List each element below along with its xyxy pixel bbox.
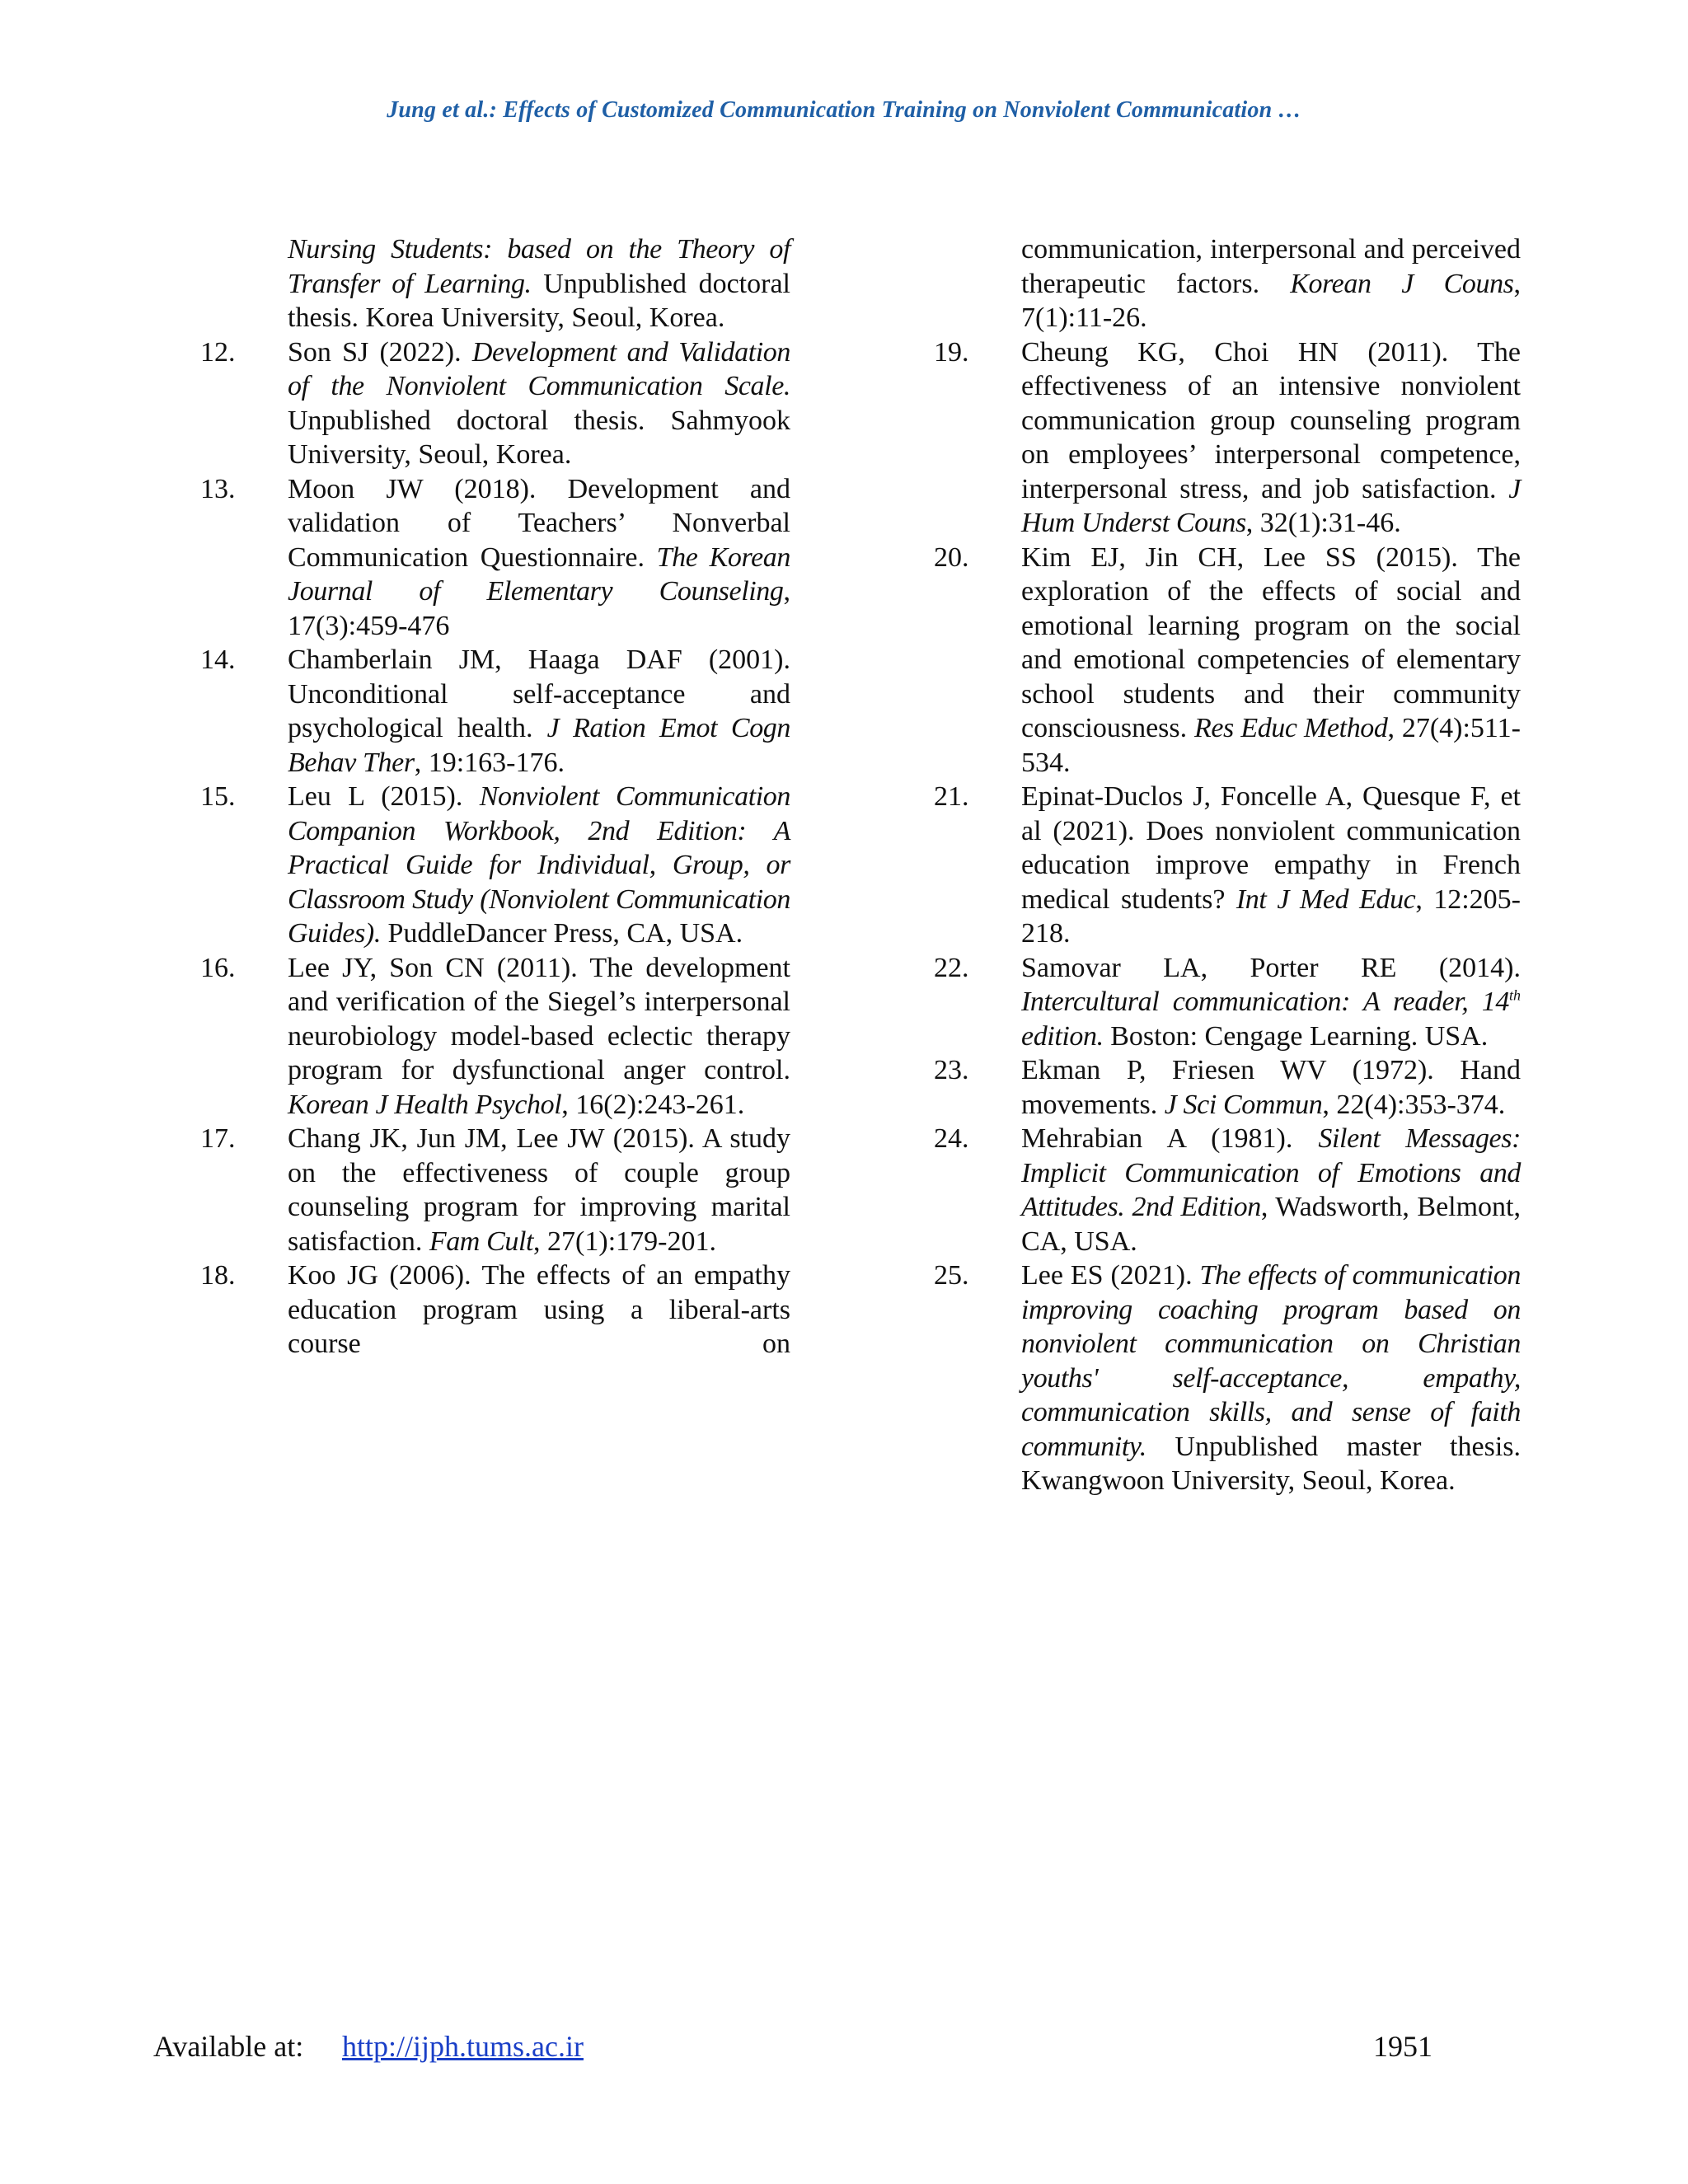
reference-number: 22.: [934, 952, 969, 983]
reference-details: , 16(2):243-261.: [561, 1089, 745, 1120]
reference-continuation: [934, 232, 1521, 335]
reference-title: Intercultural communication: A reader, 14: [1021, 987, 1509, 1017]
reference-title: The effects of communication improving coaching program based on nonviolent communication on Christian youths' self-acceptance, empathy, communication skills, and sense of faith community.: [1021, 1260, 1521, 1462]
references-right-column: [934, 232, 1521, 1498]
reference-number: 16.: [200, 952, 236, 983]
reference-journal: Korean J Health Psychol: [288, 1089, 562, 1120]
reference-title: Nonviolent Communication Companion Workbook, 2nd Edition: A Practical Guide for Individual, Group, or Classroom Study (Nonviolent Communication Guides).: [288, 781, 790, 949]
reference-details: Unpublished master thesis. Kwangwoon University, Seoul, Korea.: [1021, 1431, 1521, 1496]
reference-journal: Fam Cult: [429, 1226, 534, 1257]
reference-journal: J Ration Emot Cogn Behav Ther: [288, 713, 791, 778]
reference-details: , 12:205-218.: [1021, 883, 1521, 949]
reference-details: , Wadsworth, Belmont, CA, USA.: [1021, 1192, 1521, 1257]
reference-journal: J Hum Underst Couns: [1021, 473, 1521, 538]
reference-number: 13.: [200, 473, 236, 504]
reference-details: , 17(3):459-476: [288, 576, 790, 641]
reference-authors: Kim EJ, Jin CH, Lee SS (2015). The exploration of the effects of social and emotional learning program on the social and emotional competencies of elementary school students and their community consciousness.: [1021, 541, 1521, 743]
reference-details: PuddleDancer Press, CA, USA.: [380, 918, 743, 949]
reference-item: [200, 643, 790, 780]
reference-number: 25.: [934, 1260, 969, 1291]
reference-item: [200, 780, 790, 951]
reference-details: communication, interpersonal and perceived therapeutic factors.: [1021, 234, 1521, 299]
reference-journal: Korean J Couns: [1290, 268, 1514, 299]
reference-journal: J Sci Commun: [1164, 1089, 1323, 1120]
reference-item: [200, 1122, 790, 1258]
reference-item: [934, 1122, 1521, 1258]
running-title: Jung et al.: Effects of Customized Communication Training on Nonviolent Communication …: [387, 97, 1301, 123]
reference-authors: Cheung KG, Choi HN (2011). The effectiveness of an intensive nonviolent communication group counseling program on employees’ interpersonal competence, interpersonal stress, and job satisfaction.: [1021, 336, 1521, 504]
reference-authors: Mehrabian A (1981).: [1021, 1123, 1319, 1154]
reference-item: [934, 780, 1521, 951]
reference-journal: The Korean Journal of Elementary Counseling: [288, 541, 790, 607]
ordinal-superscript: th: [1508, 987, 1521, 1004]
reference-authors: Chamberlain JM, Haaga DAF (2001). Unconditional self-acceptance and psychological health.: [288, 644, 790, 743]
reference-number: 24.: [934, 1123, 969, 1154]
reference-title: Development and Validation of the Nonviolent Communication Scale.: [288, 336, 790, 401]
reference-authors: Lee ES (2021).: [1021, 1260, 1200, 1291]
reference-journal: Res Educ Method: [1194, 713, 1388, 743]
reference-details: , 7(1):11-26.: [1021, 268, 1522, 333]
reference-authors: Koo JG (2006). The effects of an empathy education program using a liberal-arts course on: [288, 1260, 790, 1359]
reference-details: , 27(1):179-201.: [533, 1226, 716, 1257]
reference-authors: Son SJ (2022).: [288, 336, 472, 368]
reference-item: [200, 951, 790, 1122]
reference-item: [934, 541, 1521, 780]
journal-url-link[interactable]: http://ijph.tums.ac.ir: [342, 2030, 584, 2063]
reference-item: [934, 1258, 1521, 1498]
reference-authors: Lee JY, Son CN (2011). The development and verification of the Siegel’s interpersonal neurobiology model-based eclectic therapy program for dysfunctional anger control.: [288, 952, 790, 1085]
page-number: 1951: [1373, 2030, 1432, 2063]
reference-item: [200, 335, 790, 472]
reference-details: , 27(4):511-534.: [1021, 713, 1521, 778]
reference-details: Unpublished doctoral thesis. Sahmyook University, Seoul, Korea.: [288, 405, 790, 470]
reference-title-end: edition.: [1021, 1020, 1104, 1052]
reference-details: Boston: Cengage Learning. USA.: [1103, 1020, 1489, 1052]
reference-authors: Epinat-Duclos J, Foncelle A, Quesque F, et al (2021). Does nonviolent communication education improve empathy in French medical students?: [1021, 781, 1521, 915]
reference-number: 14.: [200, 644, 236, 675]
reference-number: 19.: [934, 336, 969, 368]
availability-label: Available at:: [153, 2030, 304, 2063]
reference-item: [934, 951, 1521, 1054]
references-left-column: [200, 232, 790, 1361]
reference-number: 15.: [200, 781, 236, 812]
reference-authors: Samovar LA, Porter RE (2014).: [1021, 952, 1521, 983]
reference-authors: Leu L (2015).: [288, 781, 480, 812]
reference-title: Silent Messages: Implicit Communication of Emotions and Attitudes. 2nd Edition: [1021, 1123, 1521, 1222]
reference-number: 17.: [200, 1123, 236, 1154]
reference-journal: Int J Med Educ: [1236, 883, 1416, 915]
reference-title: Nursing Students: based on the Theory of Transfer of Learning.: [288, 234, 790, 299]
reference-item: [934, 335, 1521, 541]
reference-details: , 32(1):31-46.: [1245, 508, 1401, 538]
reference-number: 12.: [200, 336, 236, 368]
reference-number: 18.: [200, 1260, 236, 1291]
reference-item: [200, 1258, 790, 1361]
reference-details: Unpublished doctoral thesis. Korea University, Seoul, Korea.: [288, 268, 790, 333]
reference-number: 20.: [934, 541, 969, 573]
reference-number: 21.: [934, 781, 969, 812]
reference-details: , 19:163-176.: [414, 747, 565, 778]
reference-details: , 22(4):353-374.: [1322, 1089, 1506, 1120]
reference-number: 23.: [934, 1055, 969, 1085]
reference-continuation: [200, 232, 790, 335]
reference-authors: Ekman P, Friesen WV (1972). Hand movements.: [1021, 1055, 1521, 1120]
reference-item: [934, 1053, 1521, 1122]
reference-authors: Moon JW (2018). Development and validation of Teachers’ Nonverbal Communication Questionnaire.: [288, 473, 790, 573]
reference-authors: Chang JK, Jun JM, Lee JW (2015). A study on the effectiveness of couple group counseling program for improving marital satisfaction.: [288, 1123, 790, 1257]
reference-item: [200, 472, 790, 644]
